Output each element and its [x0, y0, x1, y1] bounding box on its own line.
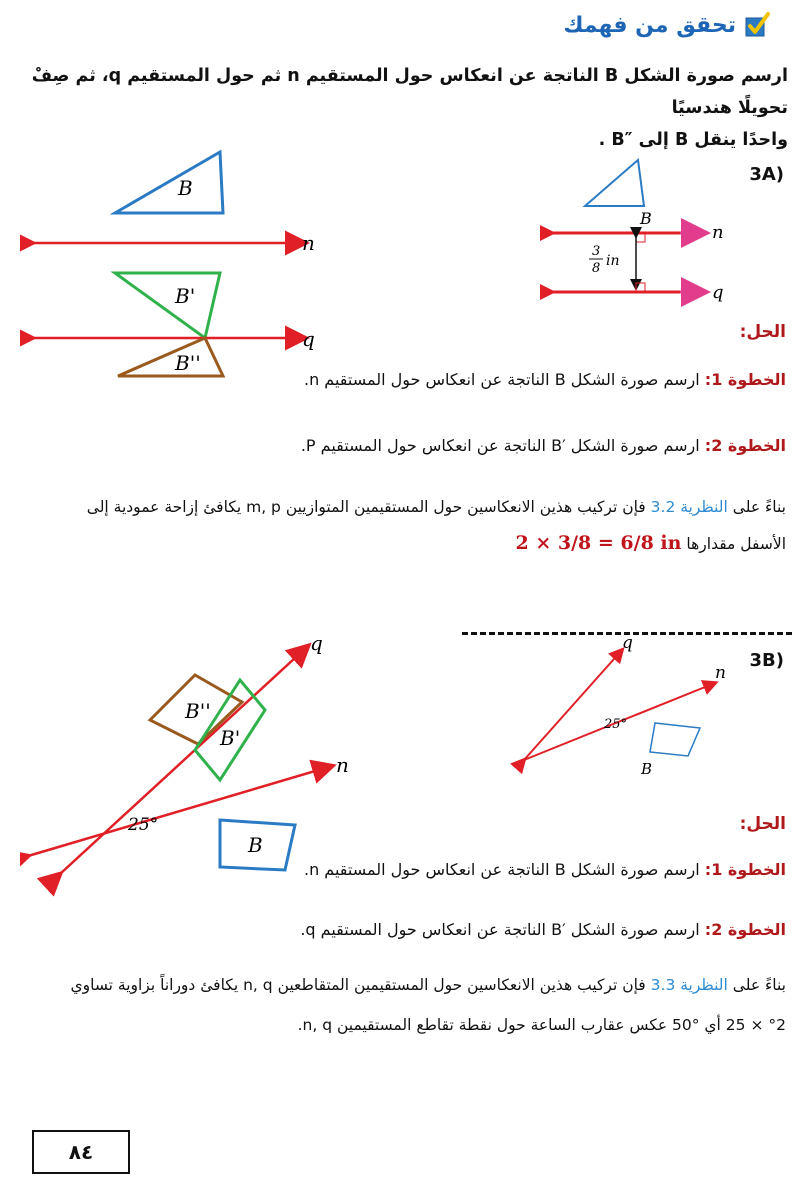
line-q-label: q: [712, 282, 724, 303]
step-1-key: الخطوة 1:: [704, 370, 786, 389]
section-title: تحقق من فهمك: [563, 12, 736, 38]
line-n-label: n: [715, 663, 726, 683]
section-header: [563, 12, 770, 38]
solution-label-3a: الحل:: [739, 322, 786, 342]
line-q: [60, 646, 308, 874]
shape-b-label: B: [641, 760, 653, 778]
solution-label-3b: الحل:: [739, 814, 786, 834]
diagram-3b-problem: [510, 630, 730, 800]
line-q-label: q: [310, 640, 323, 655]
line-q: [524, 650, 622, 760]
shape-b-label: B: [178, 176, 193, 200]
line-q-label: q: [622, 633, 633, 653]
explain-post: فإن تركيب هذين الانعكاسين حول المستقيمين المتقاطعين n, q يكافئ دوراناً بزاوية تساوي: [70, 976, 651, 994]
shape-b-label: B: [248, 833, 263, 857]
exercise-label-3b: 3B): [749, 650, 784, 671]
step-2-key: الخطوة 2:: [704, 920, 786, 939]
diagram-3a-solution: [20, 140, 320, 390]
shape-b-double-prime: [118, 338, 223, 376]
step-2-text: ارسم صورة الشكل ′B الناتجة عن انعكاس حول المستقيم q.: [300, 920, 700, 939]
explanation-3b: [10, 968, 786, 1042]
theorem-link[interactable]: النظرية 3.3: [650, 976, 728, 994]
translation-formula: 2 × 3/8 = 6/8 in: [515, 532, 682, 554]
step-1-text: ارسم صورة الشكل B الناتجة عن انعكاس حول المستقيم n.: [303, 860, 700, 879]
explain-post: فإن تركيب هذين الانعكاسين حول المستقيمين المتوازيين m, p يكافئ إزاحة عمودية إلى: [86, 498, 651, 516]
exercise-label-3a: 3A): [749, 164, 784, 185]
line-n-label: n: [302, 231, 315, 255]
shape-b: [650, 723, 700, 756]
shape-b-double-prime-label: B'': [175, 351, 201, 375]
shape-b-prime-label: B': [220, 726, 241, 750]
line-q-label: q: [302, 327, 315, 351]
checkbox-icon: [744, 12, 770, 38]
shape-b-double-prime-label: B'': [185, 699, 211, 723]
step-2-3b: [300, 920, 786, 939]
step-1-key: الخطوة 1:: [704, 860, 786, 879]
theorem-link[interactable]: النظرية 3.2: [650, 498, 728, 516]
diagram-3a-problem: [540, 148, 740, 308]
explain-pre: بناءً على: [727, 498, 786, 516]
distance-numerator: 3: [592, 244, 601, 259]
line-n-label: n: [712, 222, 724, 243]
step-2-text: ارسم صورة الشكل ′B الناتجة عن انعكاس حول المستقيم P.: [300, 436, 700, 455]
distance-denominator: 8: [592, 261, 601, 276]
problem-line-1: ارسم صورة الشكل B الناتجة عن انعكاس حول المستقيم n ثم حول المستقيم q، ثم صِفْ تحويلًا هندسيًا: [31, 66, 788, 118]
shape-b: [585, 160, 644, 206]
problem-line-2: واحدًا ينقل B إلى ″B .: [598, 130, 788, 150]
shape-b-label: B: [640, 209, 652, 228]
distance-unit: in: [606, 253, 620, 269]
shape-b-prime-label: B': [175, 284, 196, 308]
shape-b-prime: [115, 273, 220, 338]
explanation-3a: [10, 490, 786, 561]
explain-pre: بناءً على: [727, 976, 786, 994]
step-1-text: ارسم صورة الشكل B الناتجة عن انعكاس حول المستقيم n.: [303, 370, 700, 389]
explain-line-2: °2 × 25 أي °50 عكس عقارب الساعة حول نقطة تقاطع المستقيمين n, q.: [297, 1016, 786, 1034]
step-2-key: الخطوة 2:: [704, 436, 786, 455]
shape-b: [115, 152, 223, 213]
line-n-label: n: [336, 753, 349, 777]
angle-label: 25°: [604, 717, 628, 732]
step-1-3b: [304, 860, 786, 879]
angle-label: 25°: [128, 815, 159, 835]
explain-line-2: الأسفل مقدارها: [686, 535, 786, 553]
line-n: [28, 766, 332, 856]
page-number: ٨٤: [32, 1130, 130, 1174]
step-2-3a: [301, 436, 786, 455]
step-1-3a: [304, 370, 786, 389]
